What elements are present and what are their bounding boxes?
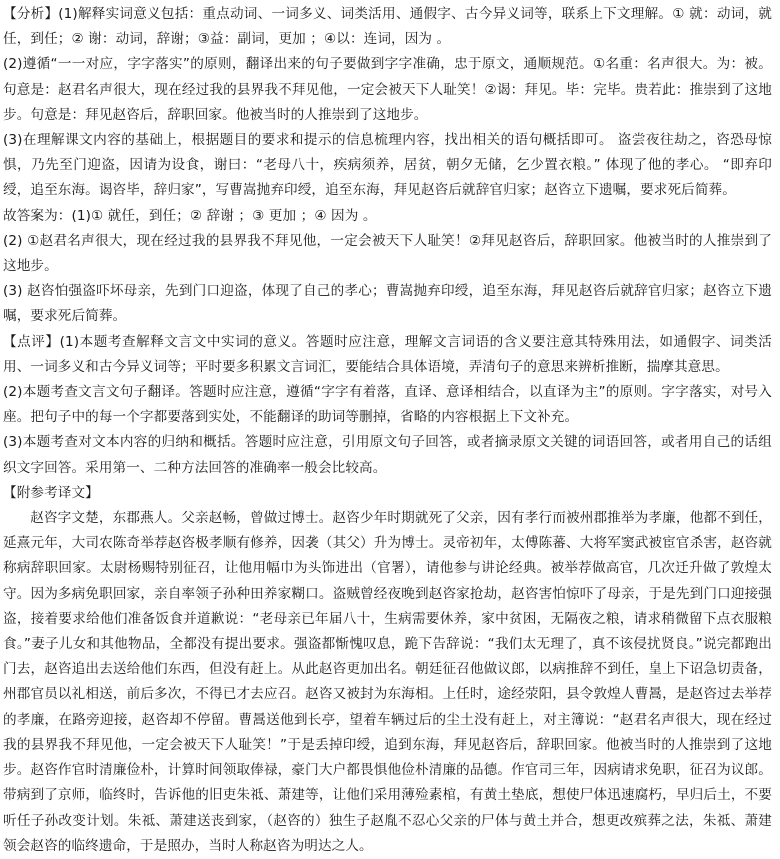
review-section xyxy=(3,330,772,380)
answer-line-1: 故答案为：(1)① 就任，到任；② 辞谢 ；③ 更加 ；④ 因为 。 xyxy=(3,207,377,224)
review-heading: 【点评】 xyxy=(3,333,60,350)
translation-heading: 【附参考译文】 xyxy=(3,484,99,501)
analysis-section xyxy=(3,2,772,52)
answer-line-2: (2) ①赵君名声很大，现在经过我的县界我不拜见他，一定会被天下人耻笑！②拜见赵咨后，辞职回家。他被当时的人推崇到了这地步。 xyxy=(3,232,772,275)
review-paragraph-1: (1)本题考查解释文言文中实词的意义。答题时应注意，理解文言词语的含义要注意其特殊用法，如通假字、词类活用、一词多义和古今异义词等；平时要多积累文言词汇，要能结合具体语境，弄清句子的意思来辨析推断，揣摩其意思。 xyxy=(3,333,772,375)
analysis-paragraph-1: (1)解释实词意义包括：重点动词、一词多义、词类活用、通假字、古今异义词等，联系上下文理解。① 就：动词，就任，到任；② 谢：动词，辞谢；③益：副词，更加 ；④以：连词，因为 。 xyxy=(3,6,772,48)
review-paragraph-3: (3)本题考查对文本内容的归纳和概括。答题时应注意，引用原文句子回答，或者摘录原文关键的词语回答，或者用自己的话组织文字回答。采用第一、二种方法回答的准确率一般会比较高。 xyxy=(3,434,772,476)
review-paragraph-2: (2)本题考查文言文句子翻译。答题时应注意，遵循“字字有着落，直译、意译相结合，以直译为主”的原则。字字落实，对号入座。把句子中的每一个字都要落到实处，不能翻译的助词等删掉，省略的内容根据上下文补充。 xyxy=(3,384,772,426)
analysis-heading: 【分析】 xyxy=(3,6,59,22)
analysis-paragraph-3: (3)在理解课文内容的基础上，根据题目的要求和提示的信息梳理内容，找出相关的语句概括即可。 盗尝夜往劫之，咨恐母惊惧，乃先至门迎盗，因请为设食，谢曰：“老母八十，疾病须养，居贫，朝夕无储，乞少置衣粮。” 体现了他的孝心。 “即弃印绶，追至东海。谒咨毕，辞归家”，写曹嵩抛弃印绶，追至东海，拜见赵咨后就辞官归家；赵咨立下遗嘱，要求死后简葬。 xyxy=(3,132,772,199)
analysis-paragraph-2: (2)遵循“一一对应，字字落实”的原则，翻译出来的句子要做到字字准确，忠于原文，通顺规范。①名重：名声很大。为：被。句意是：赵君名声很大，现在经过我的县界我不拜见他，一定会被天下人耻笑！②谒：拜见。毕：完毕。贵若此：推崇到了这地步。句意是：拜见赵咨后，辞职回家。他被当时的人推崇到了这地步。 xyxy=(3,56,772,123)
translation-body: 赵咨字文楚，东郡燕人。父亲赵畅，曾做过博士。赵咨少年时期就死了父亲，因有孝行而被州郡推举为孝廉，他都不到任，延熹元年，大司农陈奇举荐赵咨极孝顺有修养，因袭（其父）升为博士。灵帝初年，太傅陈蕃、大将军窦武被宦官杀害，赵咨就称病辞职回家。太尉杨赐特别征召，让他用幅巾为头饰进出（官署），请他参与讲论经典。被举荐做高官，几次迁升做了敦煌太守。因为多病免职回家，亲自率领子孙种田养家糊口。盗贼曾经夜晚到赵咨家抢劫，赵咨害怕惊吓了母亲，于是先到门口迎接强盗，接着要求给他们准备饭食并道歉说：“老母亲已年届八十，生病需要休养，家中贫困，无隔夜之粮，请求稍微留下点衣服粮食。”妻子儿女和其他物品，全都没有提出要求。强盗都惭愧叹息，跪下告辞说：“我们太无理了，真不该侵扰贤良。”说完都跑出门去，赵咨追出去送给他们东西，但没有赶上。从此赵咨更加出名。朝廷征召他做议郎，以病推辞不到任，皇上下诏急切责备，州郡官员以礼相送，前后多次，不得已才去应召。赵咨又被封为东海相。上任时，途经荥阳，县令敦煌人曹暠，是赵咨过去举荐的孝廉，在路旁迎接，赵咨却不停留。曹暠送他到长亭，望着车辆过后的尘土没有赶上，对主簿说：“赵君名声很大，现在经过我的县界我不拜见他，一定会被天下人耻笑！”于是丢掉印绶，追到东海，拜见赵咨后，辞职回家。他被当时的人推崇到了这地步。赵咨作官时清廉俭朴，计算时间领取俸禄，豪门大户都畏惧他俭朴清廉的品德。作官司三年，因病请求免职，征召为议郎。带病到了京师，临终时，告诉他的旧吏朱祗、萧建等，让他们采用薄殓素棺，有黄土垫底，想使尸体迅速腐朽，早归后土，不要听任子孙改变计划。朱祗、萧建送丧到家，（赵咨的）独生子赵胤不忍心父亲的尸体与黄土并合，想更改殡葬之法，朱祗、萧建领会赵咨的临终遗命，于是照办，当时人称赵咨为明达之人。 xyxy=(3,510,772,854)
answer-line-3: (3) 赵咨怕强盗吓坏母亲，先到门口迎盗，体现了自己的孝心；曹嵩抛弃印绶，追至东海，拜见赵咨后就辞官归家；赵咨立下遗嘱，要求死后简葬。 xyxy=(3,283,772,325)
